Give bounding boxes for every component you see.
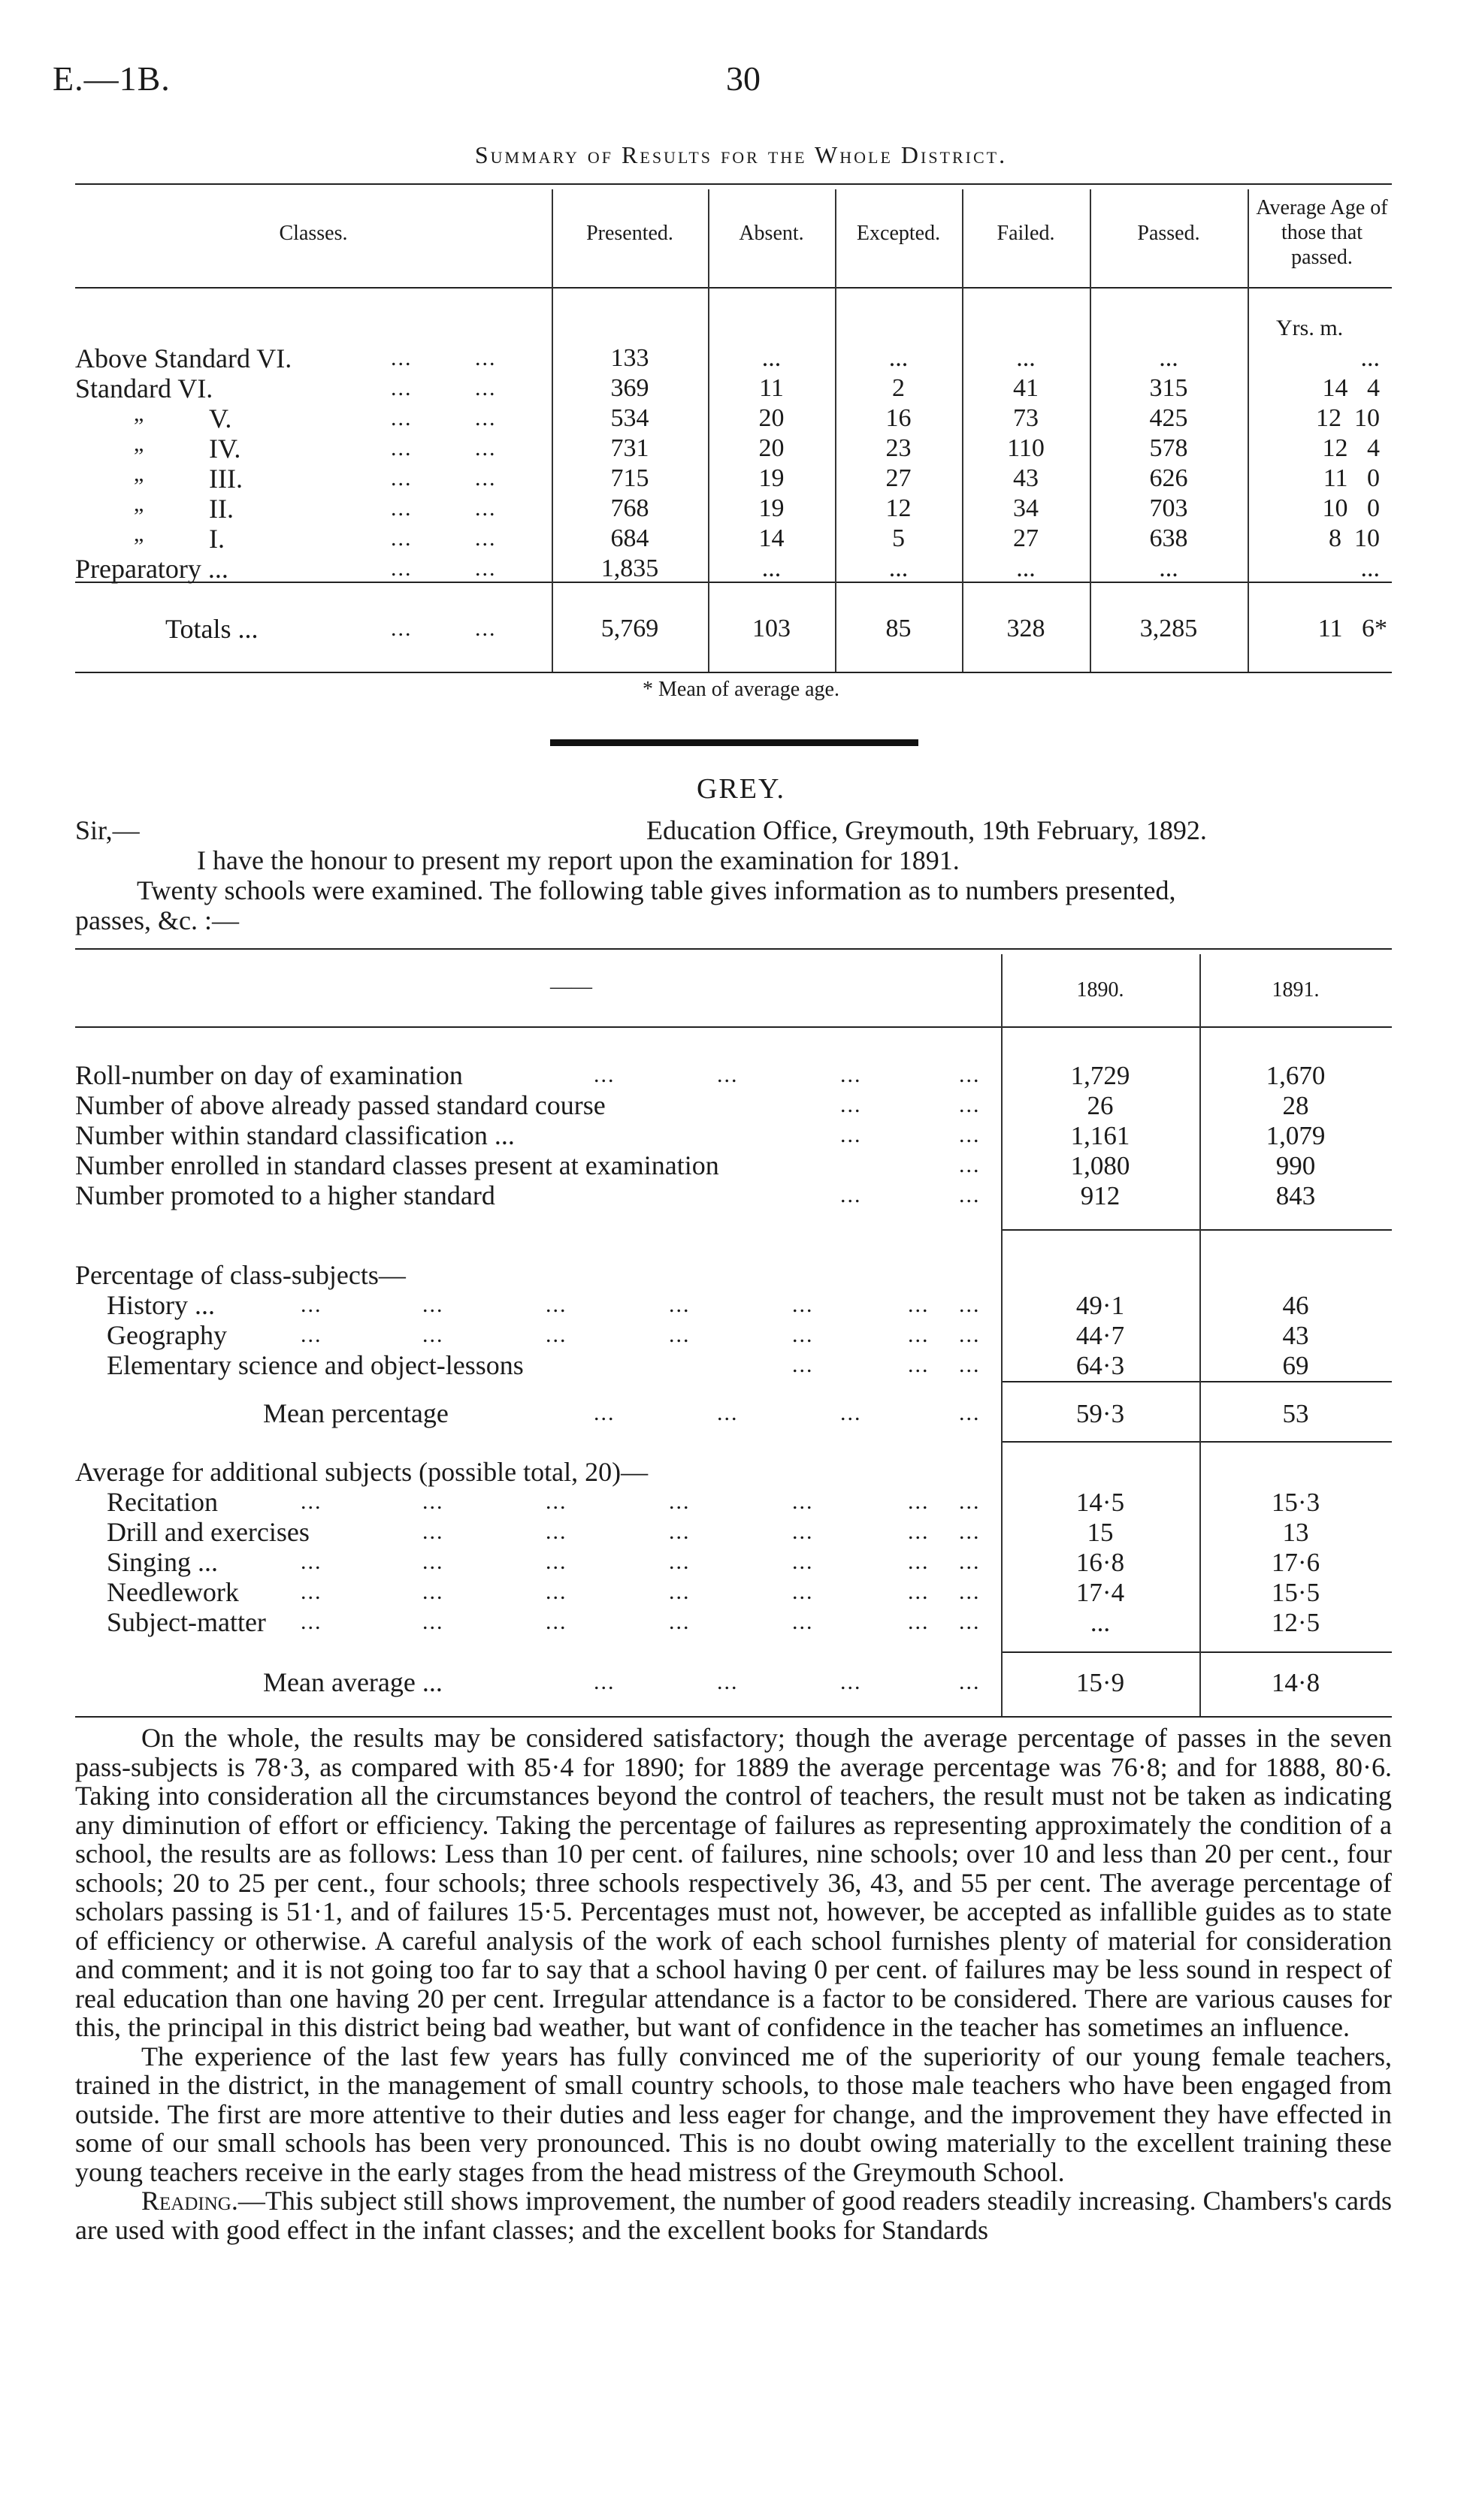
- leader-dots: ...: [422, 1489, 444, 1514]
- leader-dots: ...: [475, 376, 497, 400]
- leader-dots: ...: [301, 1322, 322, 1347]
- cell-1891: 17·6: [1271, 1548, 1320, 1577]
- row-label: Elementary science and object-lessons: [107, 1350, 524, 1380]
- cell-passed: 703: [1149, 494, 1188, 522]
- cell-failed: 27: [1013, 524, 1039, 552]
- leader-dots: ...: [301, 1489, 322, 1514]
- leader-dots: ...: [422, 1579, 444, 1604]
- leader-dots: ...: [840, 1092, 862, 1117]
- cell-absent: ...: [761, 554, 782, 582]
- ditto-mark: „: [134, 521, 144, 546]
- leader-dots: ...: [908, 1609, 930, 1634]
- col-header-passed: Passed.: [1137, 222, 1200, 245]
- table-rule-bottom: [75, 1716, 1392, 1718]
- footnote: * Mean of average age.: [643, 678, 839, 701]
- leader-dots: ...: [959, 1401, 981, 1425]
- cell-failed: 43: [1013, 464, 1039, 492]
- leader-dots: ...: [301, 1549, 322, 1574]
- total-excepted: 85: [885, 615, 912, 642]
- row-label: Above Standard VI.: [75, 343, 292, 373]
- cell-passed: 578: [1149, 434, 1188, 462]
- cell-presented: 133: [610, 344, 649, 372]
- leader-dots: ...: [959, 1123, 981, 1147]
- cell-passed: ...: [1159, 344, 1178, 372]
- row-label: Recitation: [107, 1487, 218, 1517]
- cell-1890: 1,080: [1070, 1151, 1130, 1180]
- cell-1890: 49·1: [1075, 1291, 1125, 1320]
- leader-dots: ...: [717, 1669, 739, 1694]
- cell-age: 10 0: [1322, 494, 1380, 522]
- cell-1890: 17·4: [1075, 1578, 1125, 1607]
- cell-1891: 1,079: [1266, 1121, 1326, 1150]
- leader-dots: ...: [546, 1549, 567, 1574]
- cell-1890: 15: [1087, 1518, 1114, 1547]
- leader-dots: ...: [546, 1609, 567, 1634]
- leader-dots: ...: [959, 1352, 981, 1377]
- intro-line-1: I have the honour to present my report upon the examination for 1891.: [197, 845, 960, 875]
- intro-line-2: Twenty schools were examined. The following table gives information as to numbers presented,: [137, 875, 1176, 905]
- leader-dots: ...: [301, 1609, 322, 1634]
- leader-dots: ...: [669, 1489, 691, 1514]
- col-header-excepted: Excepted.: [856, 222, 941, 245]
- cell-1890: 16·8: [1075, 1548, 1125, 1577]
- row-label: Standard VI.: [75, 373, 213, 403]
- leader-dots: ...: [391, 556, 413, 581]
- leader-dots: ...: [422, 1549, 444, 1574]
- leader-dots: ...: [959, 1669, 981, 1694]
- leader-dots: ...: [546, 1519, 567, 1544]
- cell-presented: 684: [610, 524, 649, 552]
- leader-dots: ...: [959, 1062, 981, 1087]
- table-rule-header: [75, 1026, 1392, 1028]
- leader-dots: ...: [792, 1292, 814, 1317]
- cell-absent: 19: [758, 464, 785, 492]
- row-label: Geography: [107, 1320, 227, 1350]
- total-presented: 5,769: [600, 615, 659, 642]
- leader-dots: ...: [908, 1579, 930, 1604]
- leader-dots: ...: [959, 1322, 981, 1347]
- leader-dots: ...: [792, 1322, 814, 1347]
- leader-dots: ...: [594, 1669, 615, 1694]
- leader-dots: ...: [792, 1352, 814, 1377]
- col-header-1890: 1890.: [1076, 978, 1124, 1002]
- total-failed: 328: [1006, 615, 1045, 642]
- cell-age: ...: [1360, 554, 1380, 582]
- table-rule-top: [75, 948, 1392, 950]
- ditto-mark: „: [134, 401, 144, 426]
- cell-1891: 28: [1282, 1091, 1309, 1120]
- leader-dots: ...: [594, 1062, 615, 1087]
- cell-age: 8 10: [1329, 524, 1380, 552]
- cell-1891: 13: [1282, 1518, 1309, 1547]
- leader-dots: ...: [792, 1519, 814, 1544]
- cell-1891: 14·8: [1271, 1668, 1320, 1697]
- leader-dots: ...: [391, 466, 413, 491]
- row-label: Number promoted to a higher standard: [75, 1180, 495, 1210]
- cell-excepted: 12: [885, 494, 912, 522]
- age-units: Yrs. m.: [1276, 316, 1344, 340]
- row-label: II.: [209, 494, 234, 524]
- cell-1890: 14·5: [1075, 1488, 1125, 1517]
- report-reference: E.—1B.: [53, 59, 171, 98]
- cell-failed: 34: [1013, 494, 1039, 522]
- cell-1890: 912: [1080, 1181, 1121, 1210]
- leader-dots: ...: [422, 1609, 444, 1634]
- leader-dots: ...: [908, 1352, 930, 1377]
- cell-passed: 638: [1149, 524, 1188, 552]
- leader-dots: ...: [475, 346, 497, 370]
- paragraph: [75, 2186, 1392, 2244]
- statistics-table: [75, 948, 1392, 1718]
- row-label: III.: [209, 464, 243, 494]
- leader-dots: ...: [422, 1519, 444, 1544]
- cell-absent: 19: [758, 494, 785, 522]
- leader-dots: ...: [908, 1549, 930, 1574]
- page-number: 30: [726, 59, 761, 98]
- cell-1890: 26: [1087, 1091, 1114, 1120]
- cell-failed: ...: [1016, 554, 1036, 582]
- cell-1891: 990: [1275, 1151, 1316, 1180]
- leader-dots: ...: [908, 1489, 930, 1514]
- cell-1890: 64·3: [1075, 1351, 1125, 1380]
- office-line: Education Office, Greymouth, 19th February, 1892.: [646, 815, 1207, 845]
- cell-1891: 53: [1282, 1399, 1309, 1428]
- leader-dots: ...: [669, 1609, 691, 1634]
- cell-excepted: ...: [888, 554, 909, 582]
- leader-dots: ...: [475, 466, 497, 491]
- cell-absent: ...: [761, 344, 782, 372]
- cell-excepted: 16: [885, 404, 912, 432]
- leader-dots: ...: [391, 436, 413, 461]
- leader-dots: ...: [959, 1183, 981, 1207]
- row-label: Needlework: [107, 1577, 239, 1607]
- leader-dots: ...: [908, 1322, 930, 1347]
- leader-dots: ...: [546, 1322, 567, 1347]
- leader-dots: ...: [959, 1092, 981, 1117]
- cell-excepted: ...: [888, 344, 909, 372]
- leader-dots: ...: [391, 616, 413, 641]
- leader-dots: ...: [475, 436, 497, 461]
- cell-passed: 425: [1149, 404, 1188, 432]
- col-header-blank: ——: [550, 975, 592, 999]
- leader-dots: ...: [792, 1489, 814, 1514]
- leader-dots: ...: [840, 1123, 862, 1147]
- cell-age: 12 10: [1316, 404, 1380, 432]
- leader-dots: ...: [475, 406, 497, 431]
- leader-dots: ...: [792, 1609, 814, 1634]
- leader-dots: ...: [546, 1579, 567, 1604]
- group-heading: Average for additional subjects (possible total, 20)—: [75, 1457, 649, 1487]
- leader-dots: ...: [840, 1669, 862, 1694]
- leader-dots: ...: [908, 1292, 930, 1317]
- leader-dots: ...: [391, 526, 413, 551]
- cell-failed: 41: [1013, 374, 1039, 402]
- row-label: History ...: [107, 1290, 215, 1320]
- cell-absent: 20: [758, 404, 785, 432]
- ditto-mark: „: [134, 491, 144, 516]
- leader-dots: ...: [669, 1519, 691, 1544]
- leader-dots: ...: [594, 1401, 615, 1425]
- table-rule-sum: [1001, 1651, 1392, 1653]
- row-label: I.: [209, 524, 225, 554]
- leader-dots: ...: [391, 406, 413, 431]
- cell-passed: 626: [1149, 464, 1188, 492]
- leader-dots: ...: [792, 1579, 814, 1604]
- cell-1891: 46: [1282, 1291, 1309, 1320]
- table-rule-sum: [1001, 1441, 1392, 1443]
- col-header-1891: 1891.: [1272, 978, 1320, 1002]
- table-rule-group: [1001, 1229, 1392, 1231]
- cell-1890: 15·9: [1075, 1668, 1125, 1697]
- leader-dots: ...: [959, 1489, 981, 1514]
- cell-1891: 15·5: [1271, 1578, 1320, 1607]
- leader-dots: ...: [959, 1519, 981, 1544]
- cell-failed: 73: [1013, 404, 1039, 432]
- cell-absent: 14: [758, 524, 785, 552]
- col-header-failed: Failed.: [997, 222, 1055, 245]
- cell-absent: 20: [758, 434, 785, 462]
- total-passed: 3,285: [1139, 615, 1198, 642]
- summary-title: Summary of Results for the Whole District.: [474, 141, 1008, 168]
- cell-excepted: 23: [885, 434, 912, 462]
- cell-1891: 69: [1282, 1351, 1309, 1380]
- leader-dots: ...: [959, 1579, 981, 1604]
- table-rule-bottom: [75, 672, 1392, 673]
- cell-1890: 44·7: [1075, 1321, 1125, 1350]
- total-age: 11 6*: [1317, 615, 1387, 642]
- paragraph: On the whole, the results may be considered satisfactory; though the average percentage of passes in the seven pass-subjects is 78·3, as compared with 85·4 for 1890; for 1889 the average percentage was 76·8; and for 1888, 80·6. Taking into consideration all the circumstances beyond the control of teachers, the result must not be taken as indicating any diminution of effort or efficiency. Taking the percentage of failures as representing approximately the condition of a school, the results are as follows: Less than 10 per cent. of failures, nine schools; over 10 and less than 20 per cent., four schools; 20 to 25 per cent., four schools; three schools respectively 36, 43, and 55 per cent. The average percentage of scholars passing is 51·1, and of failures 15·5. Percentages must not, however, be accepted as infallible guides as to state of efficiency or otherwise. A careful analysis of the work of each school furnishes plenty of material for consideration and comment; and it is not going too far to say that a school having 0 per cent. of failures may be less sound in respect of real education than one having 20 per cent. Irregular attendance is a factor to be considered. There are various causes for this, the principal in this district being bad weather, but want of confidence in the teacher has sometimes an influence.: [75, 1723, 1392, 2042]
- col-header-absent: Absent.: [739, 222, 804, 245]
- leader-dots: ...: [669, 1579, 691, 1604]
- cell-age: 14 4: [1322, 374, 1380, 402]
- cell-excepted: 27: [885, 464, 912, 492]
- paragraph-lead: Reading.: [141, 2186, 238, 2216]
- cell-age: 11 0: [1323, 464, 1380, 492]
- salutation: Sir,—: [75, 815, 140, 845]
- paragraph: The experience of the last few years has fully convinced me of the superiority of our young female teachers, trained in the district, in the management of small country schools, to those male teachers who have been engaged from outside. The first are more attentive to their duties and less eager for change, and the improvement they have effected in some of our small schools has been very pronounced. This is no doubt owing materially to the excellent training these young teachers receive in the early stages from the head mistress of the Greymouth School.: [75, 2041, 1392, 2187]
- summary-table: [75, 183, 1392, 672]
- leader-dots: ...: [717, 1401, 739, 1425]
- ditto-mark: „: [134, 431, 144, 456]
- cell-absent: 11: [759, 374, 784, 402]
- section-divider: [550, 739, 918, 746]
- report-body: [75, 1724, 1392, 2244]
- cell-1891: 43: [1282, 1321, 1309, 1350]
- row-label: Number within standard classification ...: [75, 1120, 515, 1150]
- col-header-classes: Classes.: [279, 222, 348, 245]
- leader-dots: ...: [546, 1489, 567, 1514]
- leader-dots: ...: [669, 1292, 691, 1317]
- row-label: Number of above already passed standard course: [75, 1090, 606, 1120]
- mean-average-label: Mean average ...: [263, 1667, 443, 1697]
- leader-dots: ...: [840, 1183, 862, 1207]
- col-divider: [1248, 189, 1249, 672]
- group-heading: Percentage of class-subjects—: [75, 1260, 406, 1290]
- row-label: V.: [209, 403, 232, 434]
- leader-dots: ...: [391, 376, 413, 400]
- cell-age: ...: [1360, 344, 1380, 372]
- row-label: Preparatory ...: [75, 554, 228, 584]
- totals-label: Totals ...: [165, 614, 259, 644]
- cell-presented: 715: [610, 464, 649, 492]
- cell-passed: 315: [1149, 374, 1188, 402]
- cell-1890: ...: [1090, 1608, 1111, 1637]
- leader-dots: ...: [301, 1292, 322, 1317]
- leader-dots: ...: [391, 496, 413, 521]
- col-header-presented: Presented.: [586, 222, 673, 245]
- cell-1890: 59·3: [1075, 1399, 1125, 1428]
- leader-dots: ...: [840, 1401, 862, 1425]
- section-title-grey: GREY.: [696, 773, 786, 805]
- row-label: Subject-matter: [107, 1607, 266, 1637]
- ditto-mark: „: [134, 461, 144, 486]
- cell-excepted: 2: [892, 374, 905, 402]
- leader-dots: ...: [959, 1153, 981, 1177]
- mean-percentage-label: Mean percentage: [263, 1398, 449, 1428]
- cell-presented: 1,835: [600, 554, 659, 582]
- leader-dots: ...: [669, 1549, 691, 1574]
- cell-presented: 731: [610, 434, 649, 462]
- leader-dots: ...: [840, 1062, 862, 1087]
- cell-age: 12 4: [1322, 434, 1380, 462]
- total-absent: 103: [752, 615, 791, 642]
- leader-dots: ...: [475, 496, 497, 521]
- cell-1891: 12·5: [1271, 1608, 1320, 1637]
- leader-dots: ...: [959, 1549, 981, 1574]
- cell-presented: 534: [610, 404, 649, 432]
- leader-dots: ...: [959, 1609, 981, 1634]
- cell-presented: 768: [610, 494, 649, 522]
- leader-dots: ...: [301, 1579, 322, 1604]
- cell-excepted: 5: [892, 524, 905, 552]
- cell-passed: ...: [1159, 554, 1178, 582]
- cell-1890: 1,729: [1070, 1061, 1130, 1090]
- cell-failed: ...: [1016, 344, 1036, 372]
- row-label: Singing ...: [107, 1547, 219, 1577]
- leader-dots: ...: [792, 1549, 814, 1574]
- cell-1891: 15·3: [1271, 1488, 1320, 1517]
- leader-dots: ...: [475, 616, 497, 641]
- leader-dots: ...: [391, 346, 413, 370]
- cell-1890: 1,161: [1070, 1121, 1130, 1150]
- paragraph-text: —This subject still shows improvement, the number of good readers steadily increasing. Chambers's cards are used with good effect in the infant classes; and the excellent books for Standards: [75, 2186, 1392, 2245]
- table-rule-header: [75, 287, 1392, 289]
- cell-failed: 110: [1007, 434, 1045, 462]
- intro-line-3: passes, &c. :—: [75, 905, 239, 935]
- leader-dots: ...: [546, 1292, 567, 1317]
- leader-dots: ...: [717, 1062, 739, 1087]
- leader-dots: ...: [959, 1292, 981, 1317]
- leader-dots: ...: [422, 1322, 444, 1347]
- table-rule-top: [75, 183, 1392, 185]
- col-header-average-age: Average Age of those that passed.: [1256, 196, 1388, 269]
- leader-dots: ...: [669, 1322, 691, 1347]
- leader-dots: ...: [475, 556, 497, 581]
- row-label: IV.: [209, 434, 241, 464]
- cell-1891: 1,670: [1266, 1061, 1326, 1090]
- leader-dots: ...: [908, 1519, 930, 1544]
- leader-dots: ...: [422, 1292, 444, 1317]
- row-label: Drill and exercises: [107, 1517, 310, 1547]
- cell-1891: 843: [1275, 1181, 1316, 1210]
- row-label: Roll-number on day of examination: [75, 1060, 463, 1090]
- row-label: Number enrolled in standard classes present at examination: [75, 1150, 719, 1180]
- table-rule-sum: [1001, 1381, 1392, 1382]
- cell-presented: 369: [610, 374, 649, 402]
- leader-dots: ...: [475, 526, 497, 551]
